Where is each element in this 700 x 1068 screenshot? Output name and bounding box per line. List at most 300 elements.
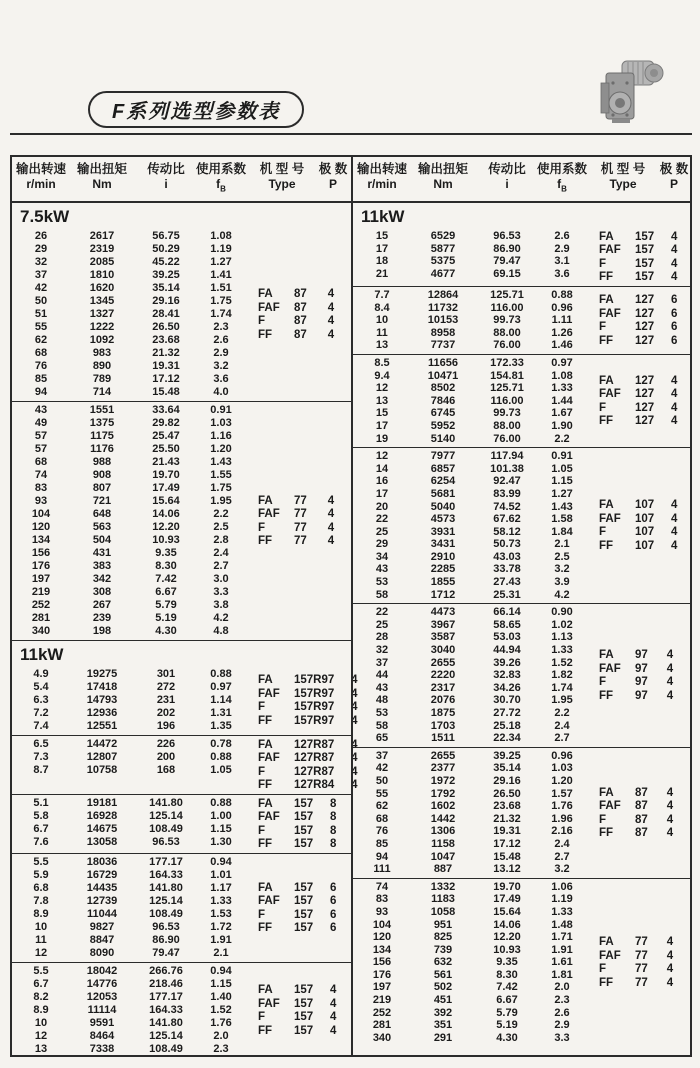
poles-value: 4 xyxy=(327,328,335,341)
table-cell: 53.03 xyxy=(493,631,521,644)
table-column-body xyxy=(12,203,358,1058)
table-cell: 1551 xyxy=(89,404,115,416)
table-cell: 5.79 xyxy=(496,1006,518,1019)
table-cell: 13 xyxy=(375,339,389,352)
table-row xyxy=(357,606,589,619)
data-block xyxy=(12,963,351,1058)
table-cell: 1092 xyxy=(89,334,115,346)
table-cell: 2.6 xyxy=(554,230,570,242)
data-rows xyxy=(12,965,248,1056)
data-rows xyxy=(353,450,589,601)
type-row xyxy=(258,521,351,535)
table-cell: 8.7 xyxy=(33,764,49,776)
table-row xyxy=(357,931,589,944)
table-row xyxy=(357,475,589,488)
table-cell: 25.31 xyxy=(493,588,521,601)
table-row xyxy=(16,347,248,360)
table-cell: 25 xyxy=(375,618,389,631)
table-cell: 68 xyxy=(34,347,48,359)
table-cell: 13058 xyxy=(86,836,118,848)
table-row xyxy=(16,1043,248,1056)
table-cell: 1.43 xyxy=(551,500,573,513)
type-row xyxy=(599,230,694,244)
table-cell: 1.02 xyxy=(551,618,573,631)
type-row xyxy=(599,526,694,540)
table-row xyxy=(357,707,589,720)
table-cell: 79.47 xyxy=(493,255,521,268)
type-list xyxy=(248,404,351,638)
table-row xyxy=(357,407,589,420)
type-model: 107 xyxy=(635,499,655,512)
table-cell: 29 xyxy=(34,243,48,255)
table-cell: 168 xyxy=(156,764,176,776)
table-cell: 504 xyxy=(92,534,112,546)
table-cell: 2655 xyxy=(430,749,456,762)
type-list xyxy=(589,606,690,745)
table-row xyxy=(16,810,248,823)
table-cell: 226 xyxy=(156,738,176,750)
table-cell: 714 xyxy=(92,386,112,398)
table-cell: 10 xyxy=(34,1017,48,1029)
table-cell: 5.8 xyxy=(33,810,49,822)
poles-value: 4 xyxy=(670,388,678,401)
table-cell: 1047 xyxy=(430,850,456,863)
table-row xyxy=(357,750,589,763)
data-rows xyxy=(353,289,589,352)
table-cell: 11732 xyxy=(428,301,458,314)
poles-value: 6 xyxy=(670,307,678,320)
type-prefix: FA xyxy=(599,936,614,949)
poles-value: 4 xyxy=(666,649,674,662)
table-cell: 0.94 xyxy=(210,856,232,868)
table-cell: 281 xyxy=(31,612,51,624)
poles-value: 4 xyxy=(670,499,678,512)
table-cell: 632 xyxy=(433,956,453,969)
power-heading: 11kW xyxy=(361,207,405,226)
type-prefix: F xyxy=(599,321,607,334)
table-cell: 27.43 xyxy=(493,576,521,589)
type-row xyxy=(258,895,353,909)
table-row xyxy=(357,1032,589,1045)
table-cell: 10471 xyxy=(427,369,459,382)
table-cell: 116.00 xyxy=(490,301,524,314)
table-cell: 3.2 xyxy=(554,863,570,876)
poles-value: 4 xyxy=(666,813,674,826)
type-prefix: F xyxy=(599,963,607,976)
table-cell: 2.6 xyxy=(213,334,229,346)
table-cell: 58 xyxy=(375,588,389,601)
type-row xyxy=(599,499,694,513)
table-cell: 0.78 xyxy=(210,738,232,750)
table-cell: 1.20 xyxy=(551,774,573,787)
table-row xyxy=(16,599,248,612)
table-cell: 108.49 xyxy=(149,1043,183,1055)
table-cell: 58.12 xyxy=(493,525,521,538)
table-row xyxy=(357,838,589,851)
table-cell: 2.5 xyxy=(213,521,229,533)
table-cell: 13.12 xyxy=(493,863,521,876)
table-cell: 3.2 xyxy=(554,563,570,576)
table-cell: 29.82 xyxy=(152,417,180,429)
table-cell: 8502 xyxy=(430,382,456,395)
table-cell: 13 xyxy=(375,394,389,407)
header-label-cn: 输出扭矩 xyxy=(76,161,127,176)
table-cell: 2.2 xyxy=(213,508,229,520)
table-cell: 134 xyxy=(31,534,51,546)
table-cell: 13 xyxy=(34,1043,48,1055)
table-cell: 3.3 xyxy=(213,586,229,598)
table-cell: 15 xyxy=(375,230,389,242)
table-cell: 15.64 xyxy=(493,905,521,918)
table-cell: 4573 xyxy=(430,513,456,526)
table-row xyxy=(16,482,248,495)
type-row xyxy=(258,1011,353,1025)
table-cell: 2.2 xyxy=(554,707,570,719)
table-cell: 21 xyxy=(375,267,389,280)
table-cell: 1.26 xyxy=(551,326,573,339)
table-row xyxy=(16,797,248,810)
table-row xyxy=(16,823,248,836)
table-cell: 4.9 xyxy=(33,668,49,680)
table-cell: 7846 xyxy=(430,394,456,407)
table-row xyxy=(357,420,589,433)
table-cell: 156 xyxy=(372,956,392,969)
table-cell: 2.4 xyxy=(213,547,229,559)
page-title-badge xyxy=(88,91,304,128)
poles-value: 6 xyxy=(329,922,337,935)
table-cell: 5040 xyxy=(430,500,456,513)
table-cell: 44.94 xyxy=(493,644,521,657)
table-row xyxy=(16,895,248,908)
type-prefix: FAF xyxy=(599,800,621,812)
type-prefix: FF xyxy=(599,271,614,284)
type-model: 127 xyxy=(635,294,655,307)
table-cell: 1.33 xyxy=(551,905,573,918)
table-cell: 342 xyxy=(92,573,112,585)
header-label-en: $f_B$ xyxy=(557,176,567,194)
table-cell: 86.90 xyxy=(152,934,180,946)
type-row xyxy=(258,1024,353,1038)
table-cell: 3.0 xyxy=(213,573,229,585)
header-cell xyxy=(657,162,691,196)
table-cell: 340 xyxy=(372,1031,392,1044)
type-row xyxy=(258,288,351,302)
table-cell: 196 xyxy=(156,720,176,732)
table-cell: 9591 xyxy=(89,1017,115,1029)
table-row xyxy=(16,1017,248,1030)
type-model: 127 xyxy=(635,401,655,414)
type-prefix: F xyxy=(599,401,607,414)
table-cell: 1.27 xyxy=(210,256,232,268)
table-cell: 4.2 xyxy=(213,612,229,624)
data-block xyxy=(353,355,690,447)
table-row xyxy=(16,495,248,508)
gear-motor-photo-icon xyxy=(592,53,668,131)
table-cell: 4.8 xyxy=(213,625,229,637)
table-cell: 43 xyxy=(34,404,48,416)
header-cell xyxy=(16,162,66,196)
data-rows xyxy=(12,797,248,851)
table-cell: 0.97 xyxy=(210,681,232,693)
header-label-cn: 输出转速 xyxy=(357,161,408,176)
poles-value: 8 xyxy=(329,797,337,810)
table-cell: 88.00 xyxy=(493,326,521,339)
table-cell: 1.03 xyxy=(210,417,232,429)
type-row xyxy=(258,315,351,329)
type-prefix: FAF xyxy=(599,512,621,525)
poles-value: 8 xyxy=(329,838,337,851)
table-cell: 2.7 xyxy=(554,732,570,745)
header-label-cn: 极 数 xyxy=(659,161,689,176)
table-cell: 4.0 xyxy=(213,386,229,398)
table-cell: 1972 xyxy=(430,774,456,787)
table-cell: 28.41 xyxy=(152,308,180,320)
table-cell: 1375 xyxy=(89,417,115,429)
table-cell: 18042 xyxy=(86,965,118,977)
table-cell: 99.73 xyxy=(493,407,521,420)
type-row xyxy=(599,649,690,663)
poles-value: 4 xyxy=(327,521,335,534)
table-cell: 104 xyxy=(31,508,51,520)
header-cell xyxy=(138,162,194,196)
table-row xyxy=(357,513,589,526)
type-model: 157 xyxy=(294,797,314,810)
table-cell: 14776 xyxy=(86,978,118,990)
table-cell: 76 xyxy=(375,825,389,838)
type-prefix: FF xyxy=(258,779,273,792)
table-cell: 108.49 xyxy=(149,908,183,920)
table-cell: 6857 xyxy=(430,462,456,475)
table-cell: 561 xyxy=(433,968,453,981)
table-row xyxy=(357,732,589,745)
table-cell: 988 xyxy=(92,456,112,468)
type-row xyxy=(258,535,351,549)
table-cell: 3431 xyxy=(430,538,456,551)
table-cell: 1442 xyxy=(430,812,456,825)
table-cell: 1.75 xyxy=(210,295,232,307)
table-cell: 431 xyxy=(92,547,112,559)
table-cell: 4677 xyxy=(430,267,456,280)
table-cell: 807 xyxy=(92,482,112,494)
table-cell: 19.31 xyxy=(493,825,521,838)
table-cell: 1.72 xyxy=(210,921,232,933)
table-cell: 2.6 xyxy=(554,1006,570,1019)
table-cell: 50 xyxy=(375,774,389,787)
table-cell: 2.7 xyxy=(213,560,229,572)
table-row xyxy=(357,788,589,801)
type-list xyxy=(589,357,694,445)
table-cell: 2.9 xyxy=(554,242,570,255)
table-row xyxy=(357,825,589,838)
table-row xyxy=(357,919,589,932)
table-row xyxy=(357,382,589,395)
type-row xyxy=(258,494,351,508)
table-cell: 1.95 xyxy=(551,694,573,707)
table-cell: 125.14 xyxy=(149,895,183,907)
table-cell: 2317 xyxy=(430,681,456,694)
table-cell: 125.14 xyxy=(149,810,183,822)
data-block xyxy=(12,666,358,735)
table-cell: 18 xyxy=(375,255,389,268)
table-cell: 17 xyxy=(375,487,389,500)
table-cell: 17.12 xyxy=(152,373,180,385)
table-row xyxy=(357,488,589,501)
table-row xyxy=(16,521,248,534)
type-row xyxy=(599,388,694,402)
table-row xyxy=(16,720,248,733)
table-cell: 1855 xyxy=(430,576,456,589)
header-cell xyxy=(248,162,316,196)
table-cell: 6.3 xyxy=(33,694,49,706)
type-prefix: FA xyxy=(599,230,614,243)
table-cell: 252 xyxy=(372,1006,392,1019)
table-cell: 67.62 xyxy=(493,513,521,526)
table-cell: 0.91 xyxy=(551,450,573,463)
table-row xyxy=(357,631,589,644)
type-prefix: FF xyxy=(258,838,273,851)
data-block xyxy=(12,228,351,401)
table-cell: 99.73 xyxy=(493,314,521,327)
type-model: 157R97 xyxy=(294,714,335,727)
type-model: 77 xyxy=(635,963,648,976)
table-cell: 219 xyxy=(31,586,51,598)
type-model: 157 xyxy=(294,811,314,824)
table-cell: 1.74 xyxy=(551,681,573,694)
table-row xyxy=(357,800,589,813)
table-cell: 1712 xyxy=(430,588,456,601)
table-cell: 25.18 xyxy=(493,719,521,732)
type-prefix: F xyxy=(599,676,607,689)
table-row xyxy=(357,619,589,632)
table-cell: 0.90 xyxy=(551,606,573,619)
table-cell: 1.82 xyxy=(551,669,573,682)
poles-value: 4 xyxy=(666,662,674,675)
header-label-cn: 机 型 号 xyxy=(600,161,646,176)
poles-value: 4 xyxy=(670,401,678,414)
table-row xyxy=(357,863,589,876)
table-cell: 2220 xyxy=(430,669,456,682)
table-cell: 1.91 xyxy=(551,943,573,956)
type-model: 127R84 xyxy=(294,779,335,792)
table-cell: 2076 xyxy=(430,694,456,707)
table-cell: 5.9 xyxy=(33,869,49,881)
table-cell: 16729 xyxy=(86,869,118,881)
table-cell: 141.80 xyxy=(149,882,183,894)
table-row xyxy=(16,991,248,1004)
table-cell: 48 xyxy=(375,694,389,707)
table-cell: 34 xyxy=(375,550,389,563)
type-prefix: FF xyxy=(258,714,273,727)
table-cell: 197 xyxy=(31,573,51,585)
table-cell: 12864 xyxy=(427,289,459,301)
table-cell: 308 xyxy=(92,586,112,598)
type-prefix: FA xyxy=(258,797,273,810)
table-cell: 53 xyxy=(375,707,389,719)
table-cell: 7977 xyxy=(430,450,456,463)
table-cell: 5.19 xyxy=(155,612,177,624)
table-cell: 1.90 xyxy=(551,419,573,432)
header-label-en: Nm xyxy=(92,176,112,191)
table-cell: 14793 xyxy=(86,694,118,706)
table-cell: 1.05 xyxy=(551,462,573,475)
table-row xyxy=(357,255,589,268)
table-cell: 7.4 xyxy=(33,720,49,732)
table-cell: 8090 xyxy=(89,947,115,959)
table-cell: 94 xyxy=(375,850,389,863)
type-row xyxy=(258,908,353,922)
type-model: 87 xyxy=(294,328,307,341)
table-cell: 1.48 xyxy=(551,918,573,931)
type-prefix: FA xyxy=(258,984,273,997)
poles-value: 4 xyxy=(329,1024,337,1037)
table-cell: 202 xyxy=(156,707,176,719)
type-model: 127 xyxy=(635,388,655,401)
gear-motor-illustration xyxy=(592,53,668,131)
header-cell xyxy=(535,162,589,196)
table-cell: 12 xyxy=(375,450,389,463)
table-cell: 197 xyxy=(372,981,392,994)
table-cell: 291 xyxy=(433,1031,453,1044)
table-cell: 1.15 xyxy=(210,978,232,990)
table-row xyxy=(357,944,589,957)
poles-value: 4 xyxy=(351,674,358,687)
table-cell: 6.7 xyxy=(33,823,49,835)
header-subscript: B xyxy=(220,184,226,194)
table-cell: 34.26 xyxy=(493,681,521,694)
table-cell: 1222 xyxy=(89,321,115,333)
table-cell: 2.7 xyxy=(554,850,570,863)
table-cell: 16928 xyxy=(86,810,118,822)
table-row xyxy=(16,404,248,417)
table-cell: 17.12 xyxy=(493,837,521,850)
table-cell: 32.83 xyxy=(493,669,521,682)
poles-value: 4 xyxy=(666,786,674,799)
poles-value: 4 xyxy=(670,526,678,539)
table-cell: 9.35 xyxy=(155,547,177,559)
table-row xyxy=(16,243,248,256)
table-cell: 85 xyxy=(375,837,389,850)
table-row xyxy=(357,289,589,302)
table-cell: 7.7 xyxy=(374,289,390,301)
table-cell: 7338 xyxy=(89,1043,115,1055)
table-cell: 172.33 xyxy=(490,356,524,369)
table-row xyxy=(16,681,248,694)
poles-value: 4 xyxy=(329,984,337,997)
header-label-en: P xyxy=(669,176,678,191)
table-row xyxy=(16,334,248,347)
table-cell: 33.64 xyxy=(152,404,180,416)
type-prefix: F xyxy=(258,315,266,328)
table-cell: 1.51 xyxy=(210,282,232,294)
table-row xyxy=(16,978,248,991)
table-cell: 2.9 xyxy=(213,347,229,359)
table-row xyxy=(357,526,589,539)
header-cell xyxy=(316,162,350,196)
type-prefix: F xyxy=(258,824,266,837)
table-cell: 825 xyxy=(433,931,453,944)
page-title: F系列选型参数表 xyxy=(112,101,281,123)
table-cell: 239 xyxy=(92,612,112,624)
type-row xyxy=(599,271,694,285)
table-row xyxy=(357,1019,589,1032)
table-cell: 74 xyxy=(375,880,389,893)
type-prefix: FF xyxy=(599,827,614,839)
table-cell: 3.6 xyxy=(554,267,570,280)
header-cell xyxy=(479,162,535,196)
poles-value: 4 xyxy=(670,271,678,284)
poles-value: 4 xyxy=(670,512,678,525)
table-row xyxy=(357,762,589,775)
